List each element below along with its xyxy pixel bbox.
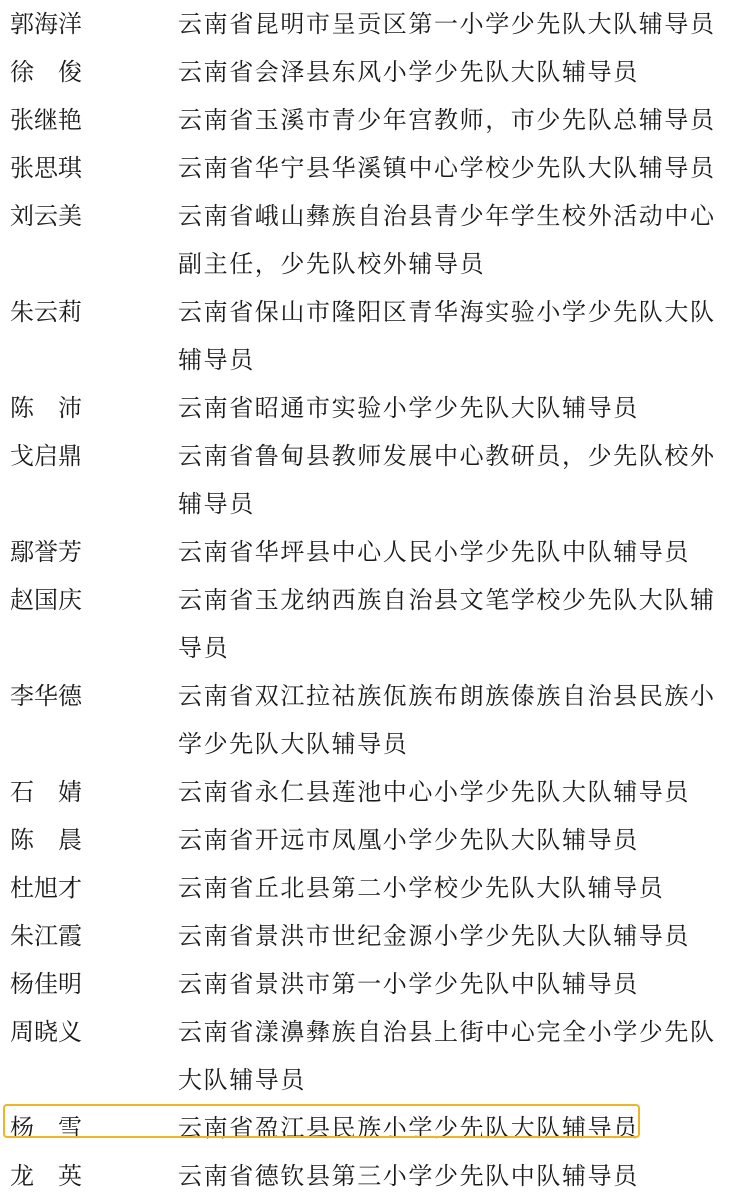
list-item xyxy=(0,864,748,912)
entry-description: 云南省漾濞彝族自治县上街中心完全小学少先队大队辅导员 xyxy=(178,1018,716,1094)
list-item xyxy=(0,768,748,816)
entry-name: 李华德 xyxy=(10,682,82,710)
list-item xyxy=(0,288,748,384)
entry-name: 郭海洋 xyxy=(10,10,82,38)
entry-description: 云南省开远市凤凰小学少先队大队辅导员 xyxy=(178,826,639,854)
entry-description: 云南省玉溪市青少年宫教师，市少先队总辅导员 xyxy=(178,106,716,134)
entry-name: 张继艳 xyxy=(10,106,82,134)
entry-name: 张思琪 xyxy=(10,154,82,182)
entry-description: 云南省保山市隆阳区青华海实验小学少先队大队辅导员 xyxy=(178,298,716,374)
entry-description: 云南省昭通市实验小学少先队大队辅导员 xyxy=(178,394,639,422)
entry-name: 朱云莉 xyxy=(10,298,82,326)
list-item xyxy=(0,576,748,672)
entry-name: 杨 雪 xyxy=(10,1114,82,1142)
entry-name: 石 婧 xyxy=(10,778,82,806)
entry-name: 徐 俊 xyxy=(10,58,82,86)
entry-name: 朱江霞 xyxy=(10,922,82,950)
entry-description: 云南省丘北县第二小学校少先队大队辅导员 xyxy=(178,874,665,902)
list-item xyxy=(0,672,748,768)
entry-name: 杨佳明 xyxy=(10,970,82,998)
entry-name: 杜旭才 xyxy=(10,874,82,902)
entry-name: 陈 晨 xyxy=(10,826,82,854)
highlight-box xyxy=(3,1104,640,1138)
list-item xyxy=(0,144,748,192)
entry-description: 云南省景洪市世纪金源小学少先队大队辅导员 xyxy=(178,922,690,950)
entry-description: 云南省玉龙纳西族自治县文笔学校少先队大队辅导员 xyxy=(178,586,716,662)
entry-description: 云南省永仁县莲池中心小学少先队大队辅导员 xyxy=(178,778,690,806)
entry-description: 云南省景洪市第一小学少先队中队辅导员 xyxy=(178,970,639,998)
list-item xyxy=(0,1008,748,1104)
list-item-highlighted xyxy=(0,1152,748,1200)
entry-name: 周晓义 xyxy=(10,1018,82,1046)
entry-description: 云南省盈江县民族小学少先队大队辅导员 xyxy=(178,1114,639,1142)
entry-description: 云南省会泽县东风小学少先队大队辅导员 xyxy=(178,58,639,86)
entry-description: 云南省鲁甸县教师发展中心教研员，少先队校外辅导员 xyxy=(178,442,716,518)
entry-description: 云南省昆明市呈贡区第一小学少先队大队辅导员 xyxy=(178,10,716,38)
entry-name: 赵国庆 xyxy=(10,586,82,614)
entry-description: 云南省华宁县华溪镇中心学校少先队大队辅导员 xyxy=(178,154,716,182)
list-item xyxy=(0,384,748,432)
entry-name: 刘云美 xyxy=(10,202,82,230)
list-item xyxy=(0,528,748,576)
list-item xyxy=(0,816,748,864)
entry-description: 云南省双江拉祜族佤族布朗族傣族自治县民族小学少先队大队辅导员 xyxy=(178,682,716,758)
entry-description: 云南省峨山彝族自治县青少年学生校外活动中心副主任，少先队校外辅导员 xyxy=(178,202,716,278)
entry-description: 云南省华坪县中心人民小学少先队中队辅导员 xyxy=(178,538,690,566)
list-item xyxy=(0,192,748,288)
list-item xyxy=(0,432,748,528)
list-item xyxy=(0,48,748,96)
entry-name: 戈启鼎 xyxy=(10,442,82,470)
entry-name: 鄢誉芳 xyxy=(10,538,82,566)
list-item xyxy=(0,96,748,144)
entry-name: 龙 英 xyxy=(10,1162,82,1190)
list-item xyxy=(0,0,748,48)
list-item xyxy=(0,960,748,1008)
list-item xyxy=(0,912,748,960)
entry-description: 云南省德钦县第三小学少先队中队辅导员 xyxy=(178,1162,639,1190)
entry-name: 陈 沛 xyxy=(10,394,82,422)
